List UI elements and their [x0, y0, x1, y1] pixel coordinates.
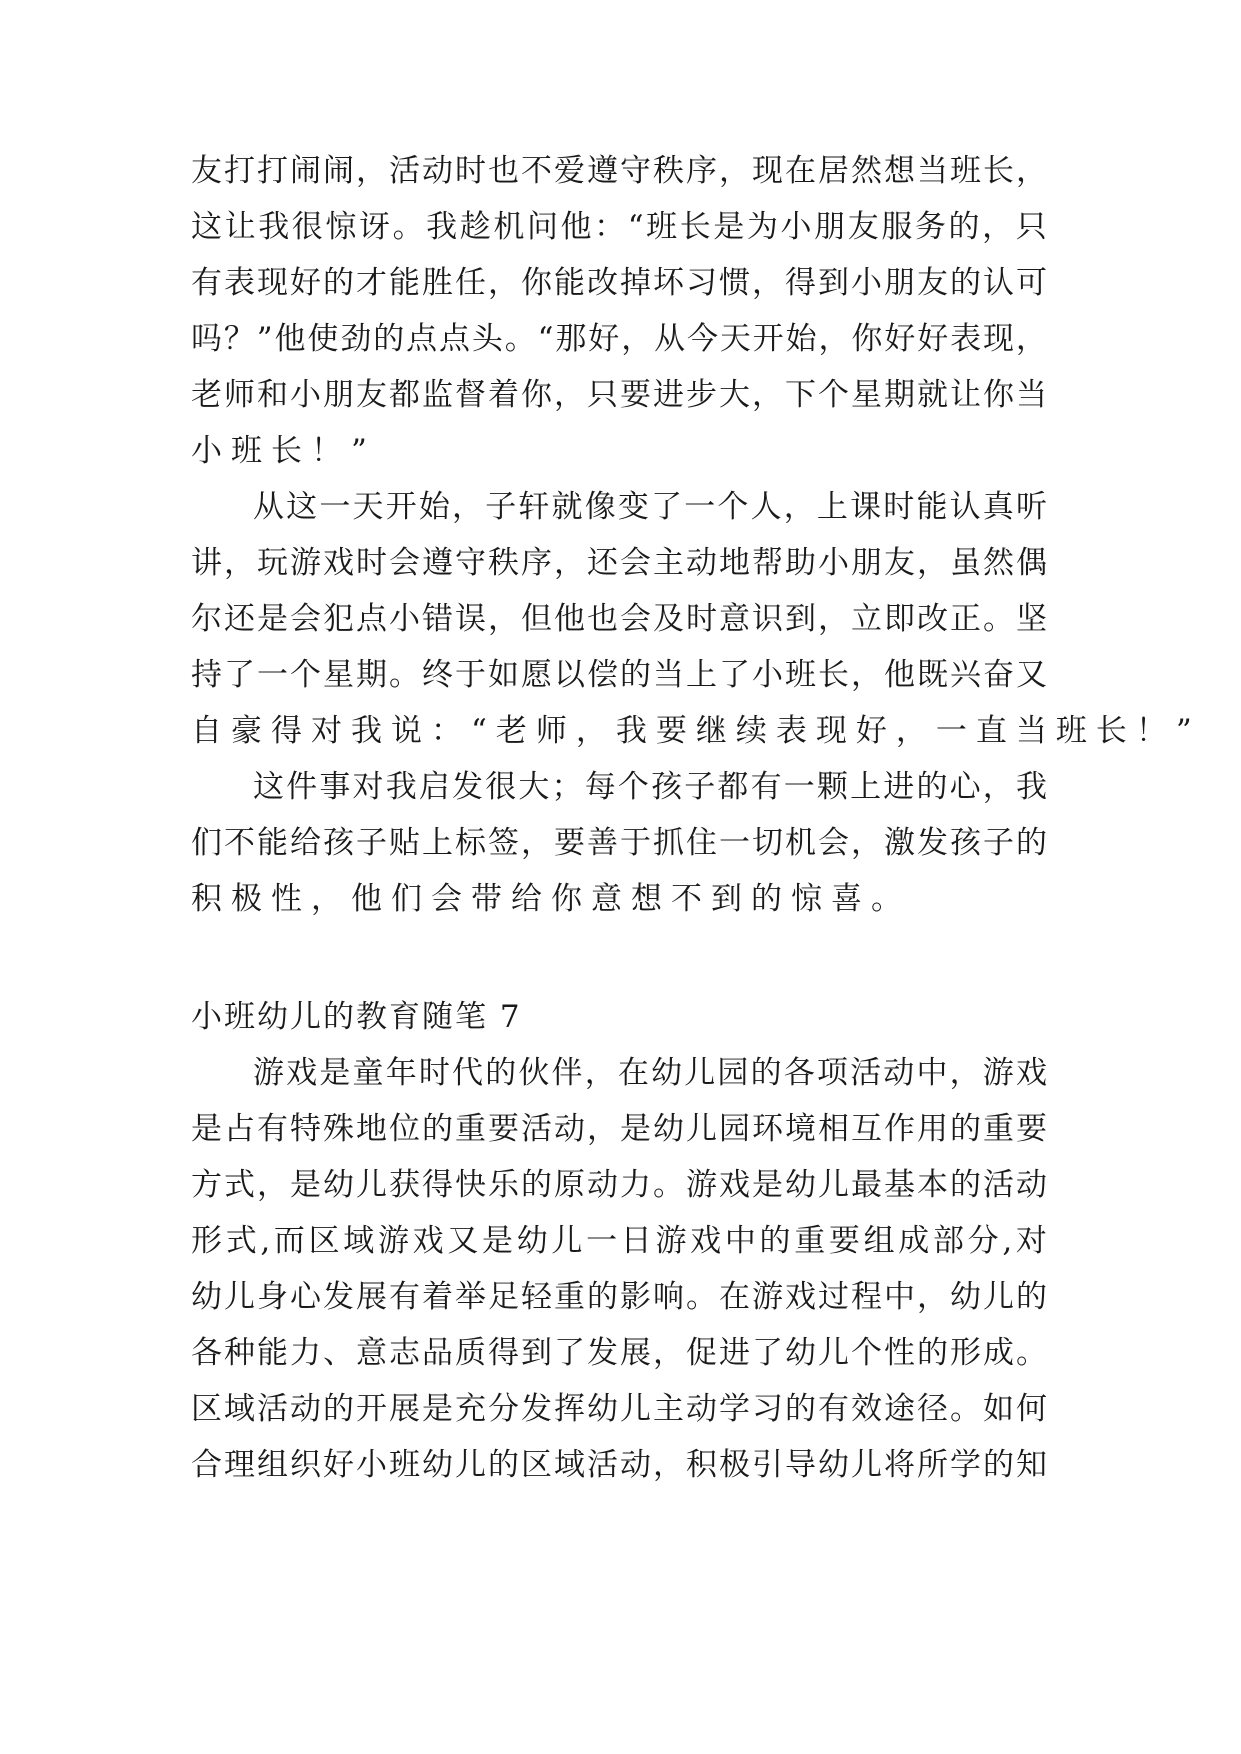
- text-line: 形 式 , 而 区 域 游 戏 又 是 幼 儿 一 日 游 戏 中 的 重 要 组 成 部 分 , 对: [191, 1223, 1047, 1259]
- text-line: 积极性，他们会带给你意想不到的惊喜。: [191, 881, 911, 917]
- section-title: 小班幼儿的教育随笔 7: [191, 999, 522, 1035]
- paragraph-start-line: 游 戏 是 童 年 时 代 的 伙 伴 ， 在 幼 儿 园 的 各 项 活 动 中 ， 游 戏: [253, 1055, 1047, 1091]
- paragraph-start-line: 这 件 事 对 我 启 发 很 大 ； 每 个 孩 子 都 有 一 颗 上 进 的 心 ， 我: [253, 769, 1047, 805]
- text-line: 讲 ， 玩 游 戏 时 会 遵 守 秩 序 ， 还 会 主 动 地 帮 助 小 朋 友 ， 虽 然 偶: [191, 545, 1047, 581]
- text-line: 各 种 能 力 、 意 志 品 质 得 到 了 发 展 ， 促 进 了 幼 儿 个 性 的 形 成 。: [191, 1335, 1047, 1371]
- text-line: 自豪得对我说：“老师，我要继续表现好，一直当班长！”: [191, 713, 1201, 749]
- text-line: 尔 还 是 会 犯 点 小 错 误 ， 但 他 也 会 及 时 意 识 到 ， 立 即 改 正 。 坚: [191, 601, 1047, 637]
- text-line: 吗 ？ ” 他 使 劲 的 点 点 头 。 “ 那 好 ， 从 今 天 开 始 ， 你 好 好 表 现 ，: [191, 321, 1047, 357]
- text-line: 老 师 和 小 朋 友 都 监 督 着 你 ， 只 要 进 步 大 ， 下 个 星 期 就 让 你 当: [191, 377, 1047, 413]
- text-line: 是 占 有 特 殊 地 位 的 重 要 活 动 ， 是 幼 儿 园 环 境 相 互 作 用 的 重 要: [191, 1111, 1047, 1147]
- text-line: 幼 儿 身 心 发 展 有 着 举 足 轻 重 的 影 响 。 在 游 戏 过 程 中 ， 幼 儿 的: [191, 1279, 1047, 1315]
- text-line: 友 打 打 闹 闹 ， 活 动 时 也 不 爱 遵 守 秩 序 ， 现 在 居 然 想 当 班 长 ，: [191, 153, 1047, 189]
- text-line: 们 不 能 给 孩 子 贴 上 标 签 ， 要 善 于 抓 住 一 切 机 会 ， 激 发 孩 子 的: [191, 825, 1047, 861]
- text-line: 小班长！”: [191, 433, 376, 469]
- text-line: 区 域 活 动 的 开 展 是 充 分 发 挥 幼 儿 主 动 学 习 的 有 效 途 径 。 如 何: [191, 1391, 1047, 1427]
- text-line: 合 理 组 织 好 小 班 幼 儿 的 区 域 活 动 ， 积 极 引 导 幼 儿 将 所 学 的 知: [191, 1447, 1047, 1483]
- text-line: 这 让 我 很 惊 讶 。 我 趁 机 问 他 ： “ 班 长 是 为 小 朋 友 服 务 的 ， 只: [191, 209, 1047, 245]
- text-line: 方 式 ， 是 幼 儿 获 得 快 乐 的 原 动 力 。 游 戏 是 幼 儿 最 基 本 的 活 动: [191, 1167, 1047, 1203]
- paragraph-start-line: 从 这 一 天 开 始 ， 子 轩 就 像 变 了 一 个 人 ， 上 课 时 能 认 真 听: [253, 489, 1047, 525]
- text-line: 持 了 一 个 星 期 。 终 于 如 愿 以 偿 的 当 上 了 小 班 长 ， 他 既 兴 奋 又: [191, 657, 1047, 693]
- text-line: 有 表 现 好 的 才 能 胜 任 ， 你 能 改 掉 坏 习 惯 ， 得 到 小 朋 友 的 认 可: [191, 265, 1047, 301]
